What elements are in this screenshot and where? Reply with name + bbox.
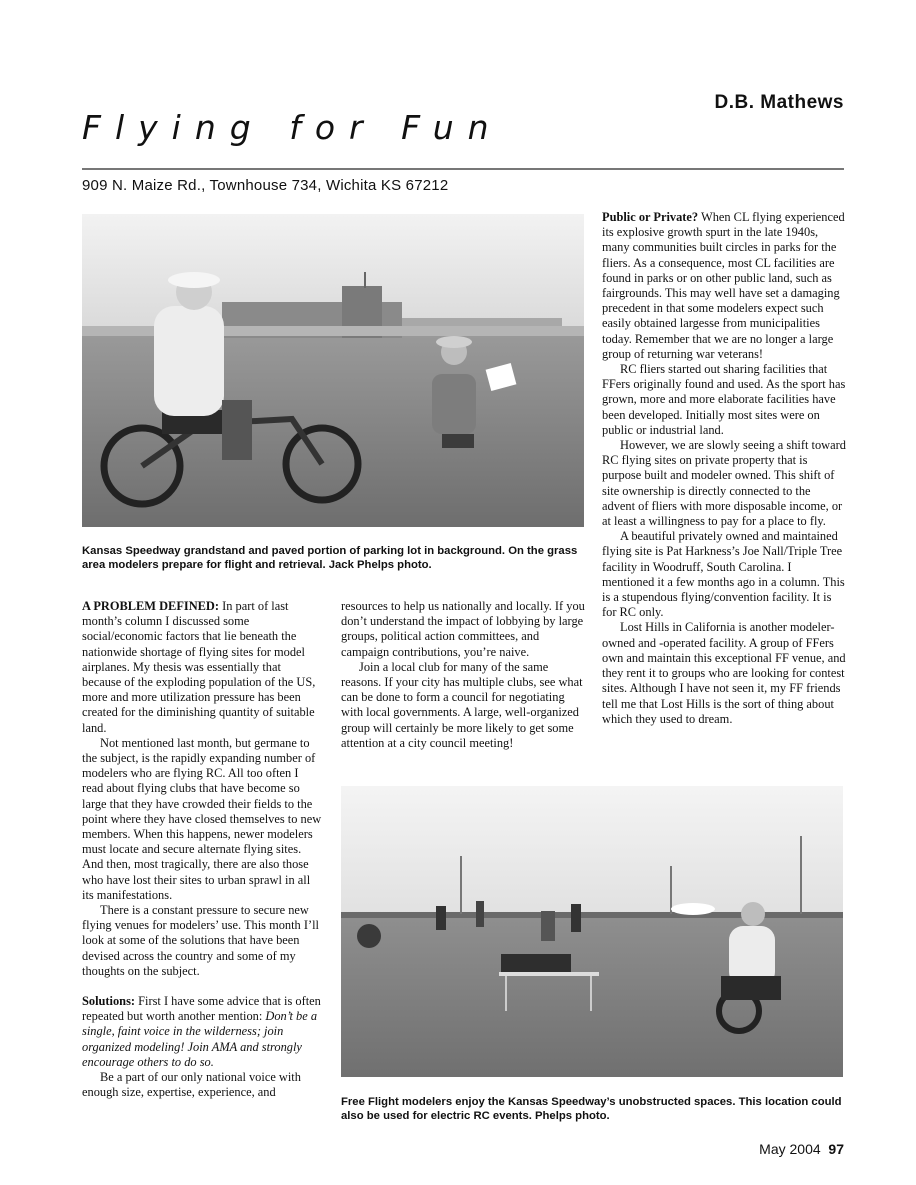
photo-illustration <box>82 214 584 527</box>
photo-free-flight-modelers <box>341 786 843 1077</box>
issue-date: May 2004 <box>759 1141 821 1157</box>
paragraph-text: When CL flying experienced its explosive growth spurt in the late 1940s, many communities built circles in parks for the fliers. As a consequence, most CL facilities are found in parks or on other public land, such as fairgrounds. This may well have set a damaging precedent in that some modelers expect such easily obtained largesse from municipalities today. Remember that we are no longer a large group of returning war veterans! <box>602 210 845 361</box>
paragraph-text: First I have some advice that is often repeated but worth another mention: <box>82 994 321 1024</box>
paragraph-text: In part of last month’s column I discussed some social/economic factors that lie beneath the nationwide shortage of flying sites for model airplanes. My thesis was essentially that because of the exploding population of the US, more and more utilization pressure has been created for the diminishing quantity of suitable land. <box>82 599 316 735</box>
paragraph: Lost Hills in California is another modeler-owned and -operated facility. A group of FFers own and maintain this exceptional FF venue, and they rent it to groups who are looking for contest sites. Although I have not seen it, my FF friends tell me that Lost Hills is the sort of thing about which they used to dream. <box>602 620 846 726</box>
photo-top-caption: Kansas Speedway grandstand and paved portion of parking lot in background. On the grass area modelers prepare for flight and retrieval. Jack Phelps photo. <box>82 545 578 571</box>
subhead-problem-defined: A PROBLEM DEFINED: <box>82 599 219 613</box>
page-number: 97 <box>828 1141 844 1157</box>
paragraph: Not mentioned last month, but germane to the subject, is the rapidly expanding number of modelers who are flying RC. All too often I read about flying clubs that have become so large that they have crowded their fields to the point where they have closed themselves to new members. When this happens, newer modelers must locate and secure alternate flying sites. And then, most tragically, there are also those who have lost their sites to urban sprawl in all its manifestations. <box>82 735 322 902</box>
author-name: D.B. Mathews <box>714 92 844 113</box>
subhead-solutions: Solutions: <box>82 994 136 1009</box>
author-address: 909 N. Maize Rd., Townhouse 734, Wichita KS 67212 <box>82 177 449 194</box>
column-1 <box>82 599 322 1101</box>
paragraph: Join a local club for many of the same reasons. If your city has multiple clubs, see what can be done to form a council for negotiating with local governments. A large, well-organized group will certainly be more likely to get some attention at a city council meeting! <box>341 659 583 750</box>
page-folio <box>759 1141 844 1157</box>
paragraph: There is a constant pressure to secure new flying venues for modelers’ use. This month I’ll look at some of the solutions that have been devised across the country and some of my thoughts on the subject. <box>82 903 319 978</box>
article-title: Flying for Fun <box>82 108 503 147</box>
paragraph: However, we are slowly seeing a shift toward RC flying sites on private property that is purpose built and modeler owned. This shift of site ownership is directly connected to the advent of fliers with more disposable income, or at least a willingness to pay for a place to fly. <box>602 438 846 529</box>
paragraph: A beautiful privately owned and maintained flying site is Pat Harkness’s Joe Nall/Triple Tree facility in Woodruff, South Carolina. I mentioned it a few months ago in a column. This is a stupendous flying/convention facility. It is for RC only. <box>602 529 845 620</box>
title-rule <box>82 168 844 170</box>
paragraph: resources to help us nationally and locally. If you don’t understand the impact of lobbying by large groups, political action committees, and campaign contributions, you’re naive. <box>341 599 585 659</box>
paragraph: Be a part of our only national voice with enough size, expertise, experience, and <box>82 1070 301 1100</box>
paragraph-public-private <box>602 210 846 362</box>
column-2 <box>341 599 585 751</box>
paragraph-problem-defined <box>82 599 322 736</box>
photo-speedway-motorcycle <box>82 214 584 527</box>
column-3 <box>602 210 846 727</box>
photo-illustration <box>341 786 843 1077</box>
paragraph: RC fliers started out sharing facilities that FFers originally found and used. As the sport has grown, more and more elaborate facilities have been developed. Initially most sites were on public or industrial land. <box>602 362 846 437</box>
italic-advice: Don’t be a single, faint voice in the wilderness; join organized modeling! Join AMA and strongly encourage others to do so. <box>82 1009 318 1069</box>
paragraph-gap <box>82 979 322 994</box>
photo-bottom-caption: Free Flight modelers enjoy the Kansas Speedway’s unobstructed spaces. This location could also be used for electric RC events. Phelps photo. <box>341 1096 842 1122</box>
subhead-public-private: Public or Private? <box>602 210 699 224</box>
paragraph-solutions <box>82 994 322 1070</box>
